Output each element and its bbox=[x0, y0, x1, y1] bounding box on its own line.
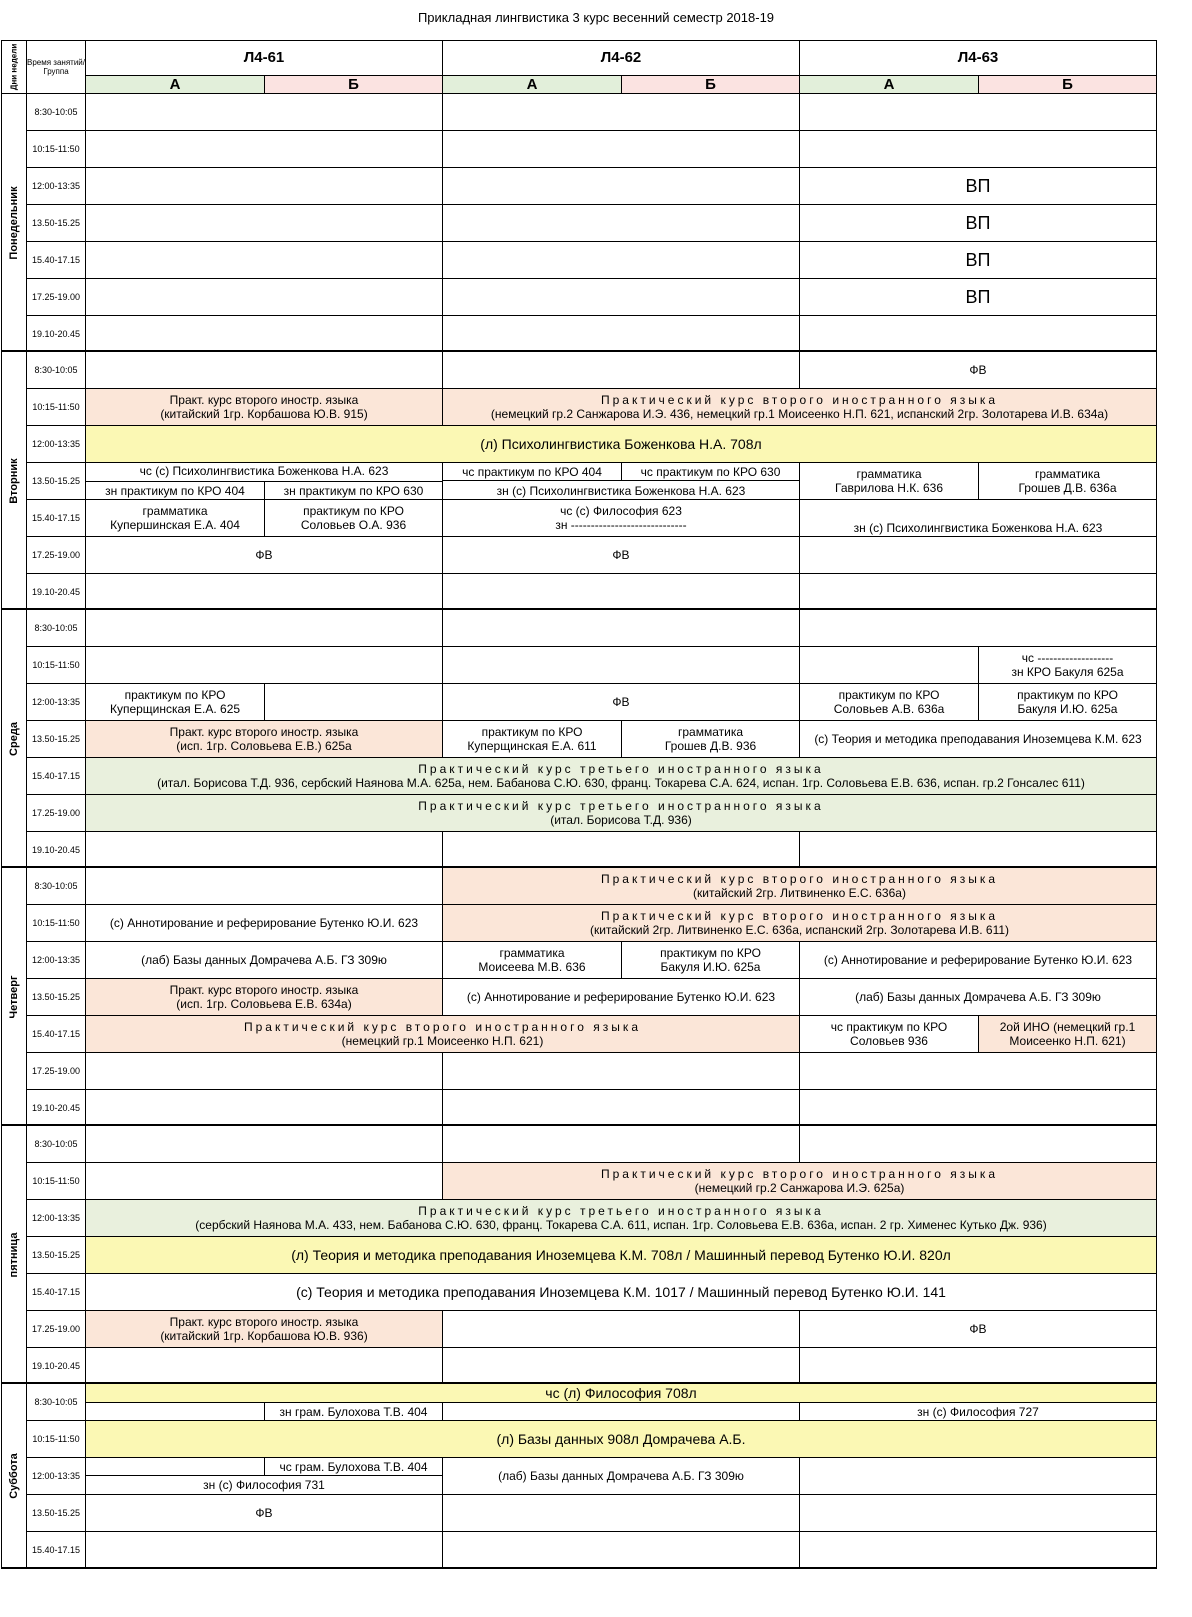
day-separator bbox=[1, 866, 1157, 868]
time-slot: 12:00-13:35 bbox=[26, 941, 86, 979]
page-title: Прикладная лингвистика 3 курс весенний семестр 2018-19 bbox=[417, 10, 775, 25]
subgroup-61a: А bbox=[85, 75, 265, 94]
class-cell: Практ. курс второго иностр. языка (китайский 1гр. Корбашова Ю.В. 936) bbox=[85, 1310, 443, 1348]
class-cell: практикум по КРО Соловьев А.В. 636а bbox=[799, 683, 979, 721]
day-wednesday: Среда bbox=[1, 609, 27, 869]
day-separator bbox=[1, 1382, 1157, 1384]
class-cell: Практ. курс второго иностр. языка (китайский 1гр. Корбашова Ю.В. 915) bbox=[85, 388, 443, 426]
time-slot: 12:00-13:35 bbox=[26, 167, 86, 205]
class-cell bbox=[85, 1457, 265, 1476]
class-cell: (с) Теория и методика преподавания Иноземцева К.М. 623 bbox=[799, 720, 1157, 758]
class-cell bbox=[85, 1052, 443, 1090]
class-cell bbox=[442, 1089, 800, 1127]
class-cell bbox=[442, 1310, 800, 1348]
time-slot: 19.10-20.45 bbox=[26, 315, 86, 353]
class-cell: грамматика Моисеева М.В. 636 bbox=[442, 941, 622, 979]
time-slot: 12:00-13:35 bbox=[26, 1457, 86, 1495]
class-cell: (лаб) Базы данных Домрачева А.Б. ГЗ 309ю bbox=[442, 1457, 800, 1495]
class-cell bbox=[85, 167, 443, 205]
class-cell: (с) Аннотирование и реферирование Бутенко Ю.И. 623 bbox=[799, 941, 1157, 979]
class-cell bbox=[85, 241, 443, 279]
class-cell bbox=[799, 130, 1157, 168]
time-slot: 8:30-10:05 bbox=[26, 1383, 86, 1421]
class-cell: 2ой ИНО (немецкий гр.1 Моисеенко Н.П. 621) bbox=[978, 1015, 1157, 1053]
time-slot: 13.50-15.25 bbox=[26, 462, 86, 500]
class-cell bbox=[799, 1457, 1157, 1495]
class-cell bbox=[442, 1402, 800, 1421]
class-cell bbox=[85, 646, 443, 684]
class-cell bbox=[799, 646, 979, 684]
time-slot: 10:15-11:50 bbox=[26, 1420, 86, 1458]
class-cell: (с) Аннотирование и реферирование Бутенко Ю.И. 623 bbox=[442, 978, 800, 1016]
class-cell: ФВ bbox=[85, 1494, 443, 1532]
class-cell: зн грам. Булохова Т.В. 404 bbox=[264, 1402, 443, 1421]
class-cell bbox=[799, 1052, 1157, 1090]
class-cell bbox=[442, 278, 800, 316]
class-cell: Практический курс третьего иностранного языка (итал. Борисова Т.Д. 936) bbox=[85, 794, 1157, 832]
class-cell bbox=[442, 1052, 800, 1090]
class-cell bbox=[799, 609, 1157, 647]
class-cell: ВП bbox=[799, 241, 1157, 279]
class-cell: чс практикум по КРО 630 bbox=[621, 462, 800, 481]
time-slot: 8:30-10:05 bbox=[26, 351, 86, 389]
time-slot: 19.10-20.45 bbox=[26, 573, 86, 611]
class-cell bbox=[799, 573, 1157, 611]
class-cell bbox=[85, 831, 443, 869]
subgroup-63b: Б bbox=[978, 75, 1157, 94]
class-cell: зн практикум по КРО 404 bbox=[85, 481, 265, 500]
time-slot: 19.10-20.45 bbox=[26, 1347, 86, 1385]
time-slot: 19.10-20.45 bbox=[26, 1089, 86, 1127]
class-cell: (с) Аннотирование и реферирование Бутенко Ю.И. 623 bbox=[85, 904, 443, 942]
class-cell bbox=[442, 1347, 800, 1385]
class-cell bbox=[442, 315, 800, 353]
class-cell bbox=[799, 315, 1157, 353]
class-cell bbox=[85, 351, 443, 389]
class-cell: практикум по КРО Куперщинская Е.А. 611 bbox=[442, 720, 622, 758]
class-cell bbox=[442, 130, 800, 168]
class-cell: (лаб) Базы данных Домрачева А.Б. ГЗ 309ю bbox=[85, 941, 443, 979]
subgroup-61b: Б bbox=[264, 75, 443, 94]
class-cell bbox=[799, 93, 1157, 131]
header-days: Дни недели bbox=[1, 40, 27, 94]
time-slot: 15.40-17.15 bbox=[26, 757, 86, 795]
class-cell bbox=[442, 241, 800, 279]
class-cell bbox=[85, 867, 443, 905]
time-slot: 8:30-10:05 bbox=[26, 609, 86, 647]
class-cell: ФВ bbox=[442, 683, 800, 721]
class-cell bbox=[85, 93, 443, 131]
class-cell: практикум по КРО Соловьев О.А. 936 bbox=[264, 499, 443, 537]
class-cell bbox=[85, 1347, 443, 1385]
day-tuesday: Вторник bbox=[1, 351, 27, 611]
group-l4-63: Л4-63 bbox=[799, 40, 1157, 76]
class-cell: (л) Психолингвистика Боженкова Н.А. 708л bbox=[85, 425, 1157, 463]
class-cell bbox=[264, 683, 443, 721]
time-slot: 13.50-15.25 bbox=[26, 1494, 86, 1532]
class-cell bbox=[442, 93, 800, 131]
class-cell: Практический курс второго иностранного языка (китайский 2гр. Литвиненко Е.С. 636а) bbox=[442, 867, 1157, 905]
time-slot: 15.40-17.15 bbox=[26, 241, 86, 279]
subgroup-63a: А bbox=[799, 75, 979, 94]
time-slot: 13.50-15.25 bbox=[26, 978, 86, 1016]
class-cell: Практ. курс второго иностр. языка (исп. 1гр. Соловьева Е.В. 634а) bbox=[85, 978, 443, 1016]
time-slot: 17.25-19.00 bbox=[26, 1310, 86, 1348]
group-l4-62: Л4-62 bbox=[442, 40, 800, 76]
day-separator bbox=[1, 1567, 1157, 1569]
day-separator bbox=[1, 608, 1157, 610]
class-cell bbox=[85, 1089, 443, 1127]
class-cell bbox=[799, 831, 1157, 869]
class-cell bbox=[85, 609, 443, 647]
day-monday: Понедельник bbox=[1, 93, 27, 353]
class-cell: (л) Теория и методика преподавания Иноземцева К.М. 708л / Машинный перевод Бутенко Ю.И. 820л bbox=[85, 1236, 1157, 1274]
time-slot: 17.25-19.00 bbox=[26, 536, 86, 574]
time-slot: 17.25-19.00 bbox=[26, 794, 86, 832]
time-slot: 8:30-10:05 bbox=[26, 867, 86, 905]
class-cell bbox=[799, 536, 1157, 574]
class-cell bbox=[442, 167, 800, 205]
day-saturday: Суббота bbox=[1, 1383, 27, 1568]
class-cell: (с) Теория и методика преподавания Иноземцева К.М. 1017 / Машинный перевод Бутенко Ю.И. 141 bbox=[85, 1273, 1157, 1311]
header-time: Время занятий/ Группа bbox=[26, 40, 86, 94]
class-cell bbox=[85, 278, 443, 316]
class-cell bbox=[799, 1494, 1157, 1532]
group-l4-61: Л4-61 bbox=[85, 40, 443, 76]
day-separator bbox=[1, 350, 1157, 352]
class-cell: ВП bbox=[799, 278, 1157, 316]
class-cell bbox=[85, 1162, 443, 1200]
time-slot: 15.40-17.15 bbox=[26, 1531, 86, 1568]
time-slot: 12:00-13:35 bbox=[26, 683, 86, 721]
time-slot: 12:00-13:35 bbox=[26, 425, 86, 463]
class-cell: зн (с) Психолингвистика Боженкова Н.А. 623 bbox=[799, 499, 1157, 537]
time-slot: 15.40-17.15 bbox=[26, 499, 86, 537]
day-friday: пятница bbox=[1, 1125, 27, 1385]
class-cell bbox=[85, 573, 443, 611]
class-cell bbox=[442, 1494, 800, 1532]
class-cell: Практический курс второго иностранного языка (немецкий гр.1 Моисеенко Н.П. 621) bbox=[85, 1015, 800, 1053]
class-cell: чс практикум по КРО 404 bbox=[442, 462, 622, 481]
time-slot: 10:15-11:50 bbox=[26, 388, 86, 426]
class-cell: зн (с) Философия 727 bbox=[799, 1402, 1157, 1421]
class-cell: практикум по КРО Куперщинская Е.А. 625 bbox=[85, 683, 265, 721]
day-thursday: Четверг bbox=[1, 867, 27, 1127]
class-cell: ФВ bbox=[799, 1310, 1157, 1348]
class-cell bbox=[799, 1125, 1157, 1163]
time-slot: 8:30-10:05 bbox=[26, 93, 86, 131]
class-cell: чс грам. Булохова Т.В. 404 bbox=[264, 1457, 443, 1476]
class-cell bbox=[799, 1347, 1157, 1385]
class-cell: Практ. курс второго иностр. языка (исп. 1гр. Соловьева Е.В.) 625а bbox=[85, 720, 443, 758]
class-cell: практикум по КРО Бакуля И.Ю. 625а bbox=[978, 683, 1157, 721]
class-cell bbox=[85, 1402, 265, 1421]
time-slot: 19.10-20.45 bbox=[26, 831, 86, 869]
class-cell: ФВ bbox=[442, 536, 800, 574]
class-cell: зн практикум по КРО 630 bbox=[264, 481, 443, 500]
class-cell: ФВ bbox=[799, 351, 1157, 389]
class-cell: чс практикум по КРО Соловьев 936 bbox=[799, 1015, 979, 1053]
time-slot: 15.40-17.15 bbox=[26, 1015, 86, 1053]
time-slot: 13.50-15.25 bbox=[26, 720, 86, 758]
time-slot: 13.50-15.25 bbox=[26, 1236, 86, 1274]
time-slot: 10:15-11:50 bbox=[26, 130, 86, 168]
class-cell bbox=[442, 646, 800, 684]
class-cell: Практический курс третьего иностранного языка (сербский Наянова М.А. 433, нем. Бабанова С.Ю. 630, франц. Токарева С.А. 611, испан. 1гр. Соловьева Е.В. 636а, испан. 2 гр. Хименес Кутько Дж. 936) bbox=[85, 1199, 1157, 1237]
class-cell bbox=[85, 1531, 443, 1568]
class-cell: зн (с) Психолингвистика Боженкова Н.А. 623 bbox=[442, 462, 800, 500]
class-cell bbox=[85, 315, 443, 353]
class-cell bbox=[442, 1531, 800, 1568]
time-slot: 10:15-11:50 bbox=[26, 1162, 86, 1200]
time-slot: 8:30-10:05 bbox=[26, 1125, 86, 1163]
class-cell bbox=[442, 831, 800, 869]
time-slot: 17.25-19.00 bbox=[26, 1052, 86, 1090]
class-cell: чс (с) Психолингвистика Боженкова Н.А. 623 bbox=[85, 462, 443, 500]
time-slot: 15.40-17.15 bbox=[26, 1273, 86, 1311]
class-cell: чс ------------------- зн КРО Бакуля 625а bbox=[978, 646, 1157, 684]
subgroup-62a: А bbox=[442, 75, 622, 94]
class-cell: (л) Базы данных 908л Домрачева А.Б. bbox=[85, 1420, 1157, 1458]
class-cell bbox=[85, 1125, 443, 1163]
class-cell: ФВ bbox=[85, 536, 443, 574]
day-separator bbox=[1, 1124, 1157, 1126]
class-cell bbox=[85, 204, 443, 242]
class-cell bbox=[442, 573, 800, 611]
class-cell: зн (с) Философия 731 bbox=[85, 1475, 443, 1495]
class-cell bbox=[442, 204, 800, 242]
class-cell: практикум по КРО Бакуля И.Ю. 625а bbox=[621, 941, 800, 979]
time-slot: 10:15-11:50 bbox=[26, 904, 86, 942]
time-slot: 17.25-19.00 bbox=[26, 278, 86, 316]
class-cell: чс (с) Философия 623 зн ----------------------------- bbox=[442, 499, 800, 537]
class-cell: грамматика Грошев Д.В. 636а bbox=[978, 462, 1157, 500]
class-cell: Практический курс второго иностранного языка (немецкий гр.2 Санжарова И.Э. 436, немецкий гр.1 Моисеенко Н.П. 621, испанский 2гр. Золотарева И.В. 634а) bbox=[442, 388, 1157, 426]
class-cell: грамматика Грошев Д.В. 936 bbox=[621, 720, 800, 758]
class-cell bbox=[442, 351, 800, 389]
subgroup-62b: Б bbox=[621, 75, 800, 94]
time-slot: 12:00-13:35 bbox=[26, 1199, 86, 1237]
class-cell bbox=[85, 130, 443, 168]
class-cell bbox=[799, 1531, 1157, 1568]
time-slot: 10:15-11:50 bbox=[26, 646, 86, 684]
class-cell: Практический курс второго иностранного языка (немецкий гр.2 Санжарова И.Э. 625а) bbox=[442, 1162, 1157, 1200]
class-cell bbox=[799, 1089, 1157, 1127]
class-cell: Практический курс третьего иностранного языка (итал. Борисова Т.Д. 936, сербский Наянова М.А. 625а, нем. Бабанова С.Ю. 630, франц. Токарева С.А. 624, испан. 1гр. Соловьева Е.В. 636, испан. гр.2 Гонсалес 611) bbox=[85, 757, 1157, 795]
class-cell: ВП bbox=[799, 167, 1157, 205]
class-cell bbox=[442, 1125, 800, 1163]
class-cell: Практический курс второго иностранного языка (китайский 2гр. Литвиненко Е.С. 636а, испанский 2гр. Золотарева И.В. 611) bbox=[442, 904, 1157, 942]
class-cell: (лаб) Базы данных Домрачева А.Б. ГЗ 309ю bbox=[799, 978, 1157, 1016]
time-slot: 13.50-15.25 bbox=[26, 204, 86, 242]
class-cell: грамматика Гаврилова Н.К. 636 bbox=[799, 462, 979, 500]
class-cell: чс (л) Философия 708л bbox=[85, 1383, 1157, 1403]
class-cell: ВП bbox=[799, 204, 1157, 242]
class-cell: грамматика Купершинская Е.А. 404 bbox=[85, 499, 265, 537]
class-cell bbox=[442, 609, 800, 647]
